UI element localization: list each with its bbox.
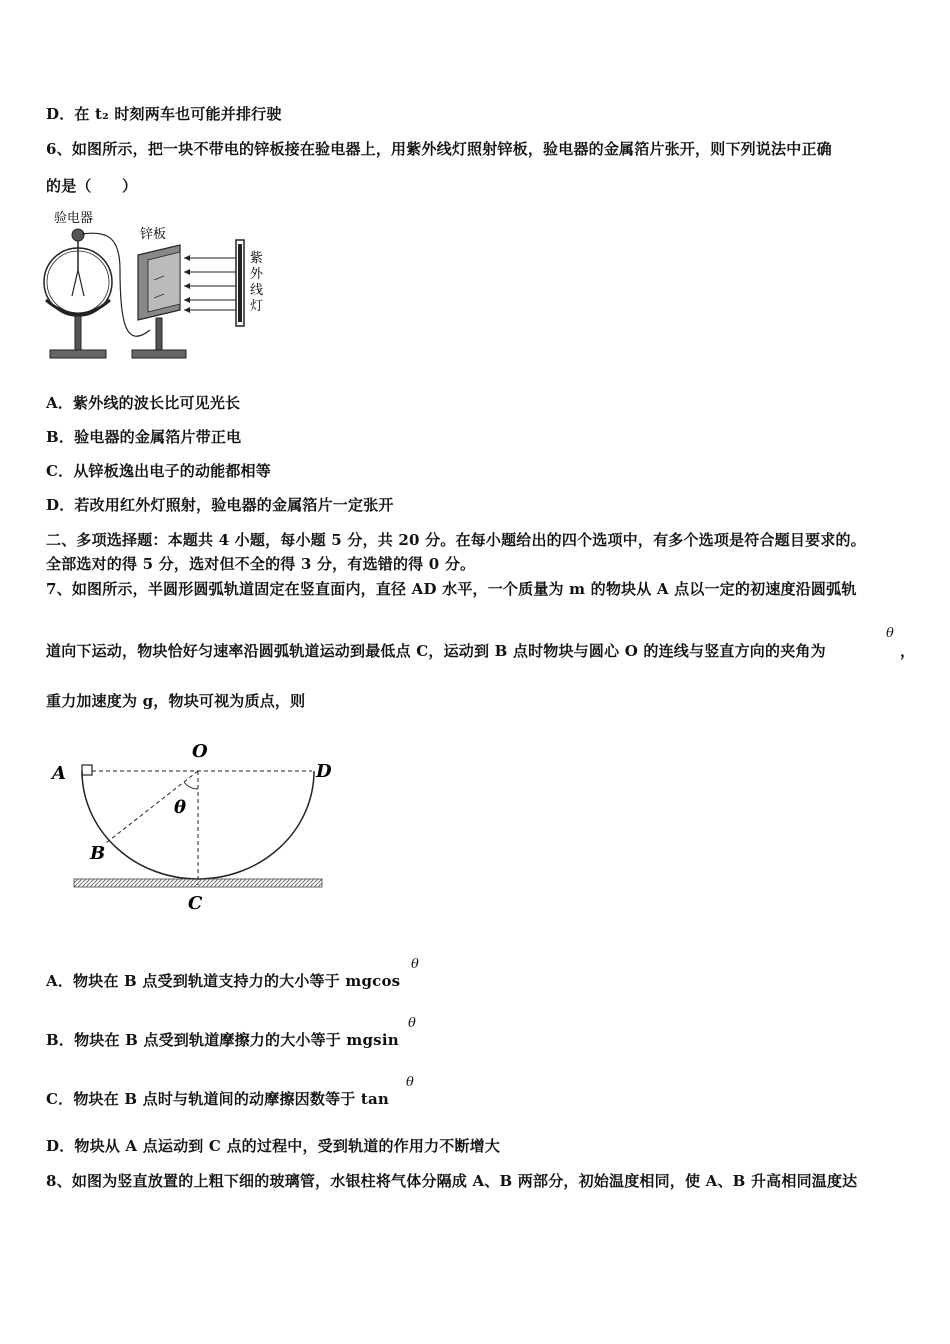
q7-option-b: B．物块在 B 点受到轨道摩擦力的大小等于 mgsin bbox=[46, 1031, 399, 1049]
label-D: D bbox=[316, 761, 332, 782]
ground bbox=[74, 879, 322, 887]
electroscope-base bbox=[50, 350, 106, 358]
q6-option-c: C．从锌板逸出电子的动能都相等 bbox=[46, 462, 271, 480]
label-uv-3: 线 bbox=[250, 283, 264, 298]
q7-stem-line3: 重力加速度为 g，物块可视为质点，则 bbox=[46, 692, 306, 710]
label-O: O bbox=[192, 741, 208, 762]
q7-option-a-theta: θ bbox=[411, 957, 419, 972]
q7-option-c-theta: θ bbox=[406, 1075, 414, 1090]
q6-figure bbox=[40, 200, 280, 370]
q7-stem-line1: 7、如图所示，半圆形圆弧轨道固定在竖直面内，直径 AD 水平，一个质量为 m 的物块从 A 点以一定的初速度沿圆弧轨 bbox=[46, 580, 857, 598]
label-electroscope: 验电器 bbox=[54, 211, 94, 226]
q7-theta: θ bbox=[886, 626, 894, 641]
q7-figure bbox=[50, 735, 340, 915]
foil-leaf-right bbox=[78, 270, 84, 296]
angle-arc bbox=[184, 782, 198, 789]
q5-option-d: D．在 t₂ 时刻两车也可能并排行驶 bbox=[46, 105, 282, 123]
section2-line2: 全部选对的得 5 分，选对但不全的得 3 分，有选错的得 0 分。 bbox=[46, 555, 476, 573]
label-uv-4: 灯 bbox=[250, 299, 264, 314]
q8-stem-line1: 8、如图为竖直放置的上粗下细的玻璃管，水银柱将气体分隔成 A、B 两部分，初始温度相同，使 A、B 升高相同温度达 bbox=[46, 1172, 858, 1190]
plate-base bbox=[132, 350, 186, 358]
label-uv-2: 外 bbox=[250, 267, 264, 282]
q7-option-a: A．物块在 B 点受到轨道支持力的大小等于 mgcos bbox=[46, 972, 401, 990]
electroscope-stand bbox=[75, 316, 81, 352]
foil-leaf-left bbox=[72, 270, 78, 296]
label-zinc: 锌板 bbox=[140, 227, 167, 242]
q7-option-d: D．物块从 A 点运动到 C 点的过程中，受到轨道的作用力不断增大 bbox=[46, 1137, 501, 1155]
label-B: B bbox=[90, 843, 106, 864]
q6-stem-line2: 的是（ ） bbox=[46, 177, 138, 195]
electroscope-ball bbox=[72, 229, 84, 241]
label-theta: θ bbox=[174, 797, 187, 818]
block-at-A bbox=[82, 765, 92, 775]
q6-option-d: D．若改用红外灯照射，验电器的金属箔片一定张开 bbox=[46, 496, 394, 514]
q7-stem-line2: 道向下运动，物块恰好匀速率沿圆弧轨道运动到最低点 C，运动到 B 点时物块与圆心 O 的连线与竖直方向的夹角为 bbox=[46, 642, 826, 660]
section2-line1: 二、多项选择题：本题共 4 小题，每小题 5 分，共 20 分。在每小题给出的四个选项中，有多个选项是符合题目要求的。 bbox=[46, 531, 866, 549]
q6-stem-line1: 6、如图所示，把一块不带电的锌板接在验电器上，用紫外线灯照射锌板，验电器的金属箔片张开，则下列说法中正确 bbox=[46, 140, 832, 158]
label-A: A bbox=[52, 763, 66, 784]
uv-rays bbox=[184, 258, 236, 310]
q7-stem-line2-end: ， bbox=[900, 642, 916, 660]
q7-option-c: C．物块在 B 点时与轨道间的动摩擦因数等于 tan bbox=[46, 1090, 390, 1108]
label-uv-1: 紫 bbox=[250, 251, 264, 266]
plate-stand bbox=[156, 318, 162, 352]
label-C: C bbox=[188, 893, 203, 914]
q7-option-b-theta: θ bbox=[408, 1016, 416, 1031]
q6-option-a: A．紫外线的波长比可见光长 bbox=[46, 394, 241, 412]
q6-option-b: B．验电器的金属箔片带正电 bbox=[46, 428, 242, 446]
